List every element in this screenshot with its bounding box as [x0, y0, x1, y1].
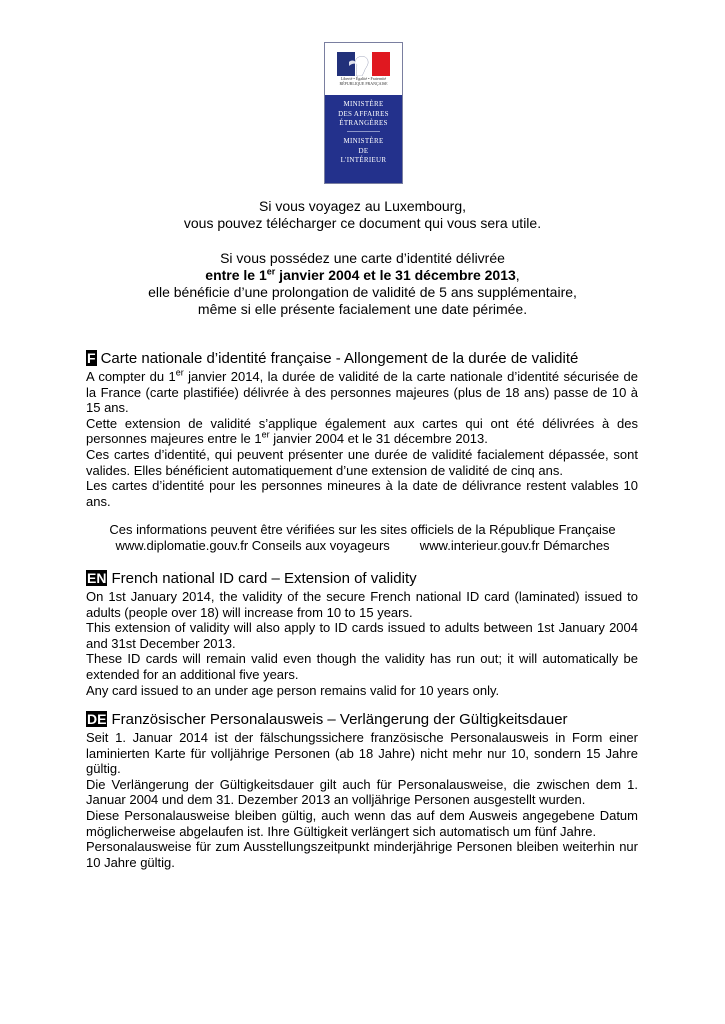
section-title: Carte nationale d’identité française - Allongement de la durée de validité: [100, 350, 579, 367]
link-diplomatie[interactable]: www.diplomatie.gouv.fr Conseils aux voyageurs: [115, 538, 390, 553]
ministry-interior: [325, 137, 402, 166]
section-heading: [86, 570, 638, 588]
paragraph: Ces cartes d’identité, qui peuvent présenter une durée de validité facialement dépassée, sont valides. Elles bénéficient automatiquement d’une extension de validité de cinq ans.: [86, 446, 638, 478]
language-tag: DE: [87, 711, 107, 727]
marianne-flag-icon: [337, 52, 390, 76]
sources-text: Ces informations peuvent être vérifiées sur les sites officiels de la République Française: [109, 522, 616, 537]
section-title: French national ID card – Extension of validity: [111, 570, 417, 587]
section-heading: [86, 711, 638, 729]
republic-motto: [329, 76, 398, 86]
paragraph: Die Verlängerung der Gültigkeitsdauer gilt auch für Personalausweise, die zwischen dem 1. Januar 2004 und dem 31. Dezember 2013 an volljährige Personen ausgestellt wurden.: [86, 776, 638, 808]
section-heading: [86, 350, 638, 368]
ministry-line: MINISTÈRE: [343, 137, 384, 145]
date-start: entre le 1: [205, 267, 267, 283]
official-sources: [60, 522, 665, 554]
intro-block-2: [60, 250, 665, 318]
ministry-line: DES AFFAIRES: [338, 109, 389, 118]
paragraph: Any card issued to an under age person remains valid for 10 years only.: [86, 682, 500, 698]
intro-block-1: [60, 198, 665, 232]
paragraph: Personalausweise für zum Ausstellungszeitpunkt minderjährige Personen bleiben weiterhin nur 10 Jahre gültig.: [86, 839, 638, 870]
intro-line: Si vous voyagez au Luxembourg,: [258, 198, 466, 214]
intro-line: Si vous possédez une carte d’identité délivrée: [220, 250, 505, 266]
ministry-foreign-affairs: [325, 100, 402, 129]
paragraph: This extension of validity will also apply to ID cards issued to adults between 1st January 2004 and 31st December 2013.: [86, 620, 638, 651]
ministry-line: DE: [358, 146, 369, 155]
section-title: Französischer Personalausweis – Verlängerung der Gültigkeitsdauer: [111, 711, 568, 728]
paragraph: [86, 369, 638, 416]
paragraph: Seit 1. Januar 2014 ist der fälschungssichere französische Personalausweis in Form einer laminierten Karte für volljährige Personen (ab 18 Jahre) nicht mehr nur 10, sondern 15 Jahre gültig.: [86, 730, 638, 777]
republic-text: RÉPUBLIQUE FRANÇAISE: [339, 81, 388, 86]
paragraph: [86, 416, 638, 447]
logo-top: [325, 43, 402, 95]
language-tag: EN: [87, 570, 107, 586]
text: janvier 2004 et le 31 décembre 2013.: [269, 431, 488, 447]
ministry-line: L'INTÉRIEUR: [340, 156, 387, 164]
superscript: er: [261, 430, 270, 441]
ministry-logo: [324, 42, 403, 184]
motto-text: Liberté • Égalité • Fraternité: [340, 76, 387, 81]
language-tag: F: [87, 350, 96, 366]
comma: ,: [515, 267, 520, 283]
paragraph: Les cartes d’identité pour les personnes mineures à la date de délivrance restent valables 10 ans.: [86, 478, 638, 509]
paragraph: These ID cards will remain valid even though the validity has run out; it will automatically be extended for an additional five years.: [86, 651, 638, 682]
intro-line: vous pouvez télécharger ce document qui vous sera utile.: [183, 215, 542, 231]
sources-links: [60, 538, 665, 554]
intro-line: elle bénéficie d’une prolongation de validité de 5 ans supplémentaire,: [148, 284, 577, 300]
paragraph: Diese Personalausweise bleiben gültig, auch wenn das auf dem Ausweis angegebene Datum möglicherweise abgelaufen ist. Ihre Gültigkeit verlängert sich automatisch um fünf Jahre.: [86, 807, 638, 839]
intro-date-range: [60, 267, 665, 284]
superscript: er: [175, 367, 184, 378]
text: janvier 2014, la durée de validité de la carte nationale d’identité sécurisée de la France (carte plastifiée) délivrée à des personnes majeures (plus de 18 ans) passe de 10 à 15 ans.: [86, 369, 638, 416]
text: A compter du 1: [86, 369, 176, 384]
section-german: [86, 711, 638, 870]
intro-line: même si elle présente facialement une date périmée.: [197, 301, 528, 317]
text: Cette extension de validité s’applique également aux cartes qui ont été délivrées à des personnes majeures entre le 1: [86, 415, 638, 447]
date-end: janvier 2004 et le 31 décembre 2013: [275, 267, 516, 283]
superscript: er: [266, 266, 276, 277]
link-interieur[interactable]: www.interieur.gouv.fr Démarches: [419, 538, 610, 553]
logo-divider: [347, 131, 380, 132]
paragraph: On 1st January 2014, the validity of the secure French national ID card (laminated) issued to adults (people over 18) will increase from 10 to 15 years.: [86, 589, 638, 620]
ministry-line: MINISTÈRE: [343, 100, 384, 108]
section-english: [86, 570, 638, 698]
section-french: [86, 350, 638, 509]
ministry-line: ÉTRANGÈRES: [339, 119, 388, 127]
